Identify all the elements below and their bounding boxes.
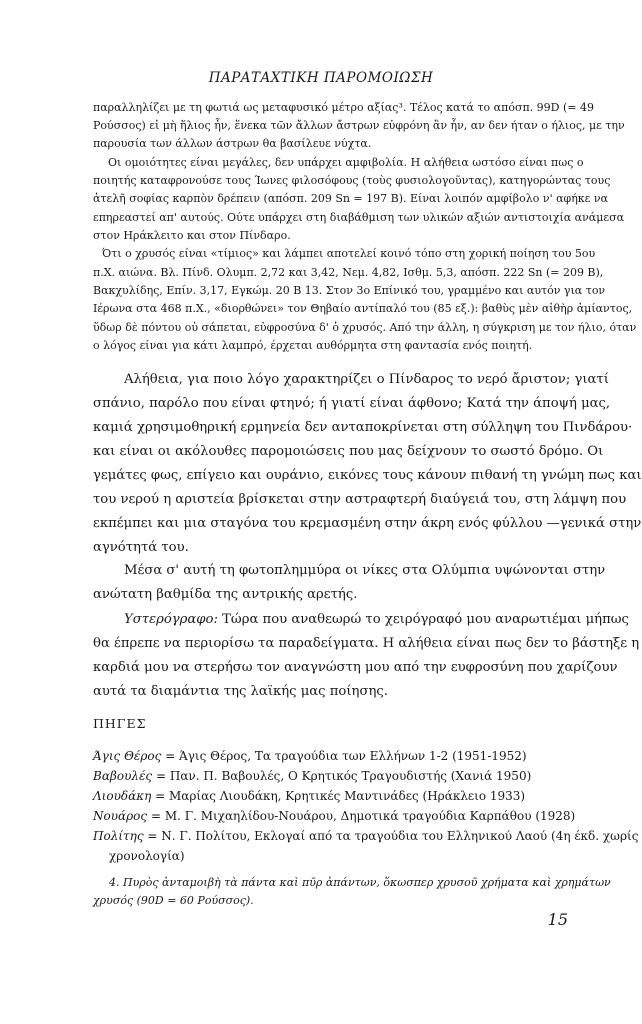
body-line: αγνότητά του.	[93, 540, 189, 555]
source-key: Άγις Θέρος	[93, 749, 162, 763]
notes-line: Ότι ο χρυσός είναι «τίμιος» και λάμπει αποτελεί κοινό τόπο στη χορική ποίηση του 5ου	[102, 247, 596, 260]
source-text: = Άγις Θέρος, Τα τραγούδια των Ελλήνων 1-2 (1951-1952)	[165, 749, 527, 763]
body-line: αυτά τα διαμάντια της λαϊκής μας ποίησης.	[93, 684, 388, 699]
notes-line: παρουσία των άλλων άστρων θα βασίλευε νύχτα.	[93, 137, 372, 150]
notes-line: π.Χ. αιώνα. Βλ. Πίνδ. Ολυμπ. 2,72 και 3,42, Νεμ. 4,82, Ισθμ. 5,3, απόσπ. 222 Sn (= 209 B),	[93, 266, 604, 279]
notes-line: Ρούσσος) εἰ μὴ ἥλιος ἦν, ἕνεκα τῶν ἄλλων ἄστρων εὐφρόνη ἂν ἦν, αν δεν ήταν ο ήλιος, με την	[93, 119, 625, 132]
body-line: καμιά χρησιμοθηρική ερμηνεία δεν ανταποκρίνεται στη σύλληψη του Πινδάρου·	[93, 420, 633, 435]
notes-line: ποιητής καταφρονούσε τους Ίωνες φιλοσόφους (τοὺς φυσιολογοῦντας), κατηγορώντας τους	[93, 174, 611, 187]
body-line: Μέσα σ' αυτή τη φωτοπλημμύρα οι νίκες στα Ολύμπια υψώνονται στην	[124, 563, 606, 578]
postscript-first-line	[124, 612, 629, 627]
body-line: Αλήθεια, για ποιο λόγο χαρακτηρίζει ο Πίνδαρος το νερό ἄριστον; γιατί	[124, 372, 609, 387]
source-key: Νουάρος	[93, 809, 148, 823]
page-number: 15	[547, 910, 568, 929]
source-continuation: χρονολογία)	[109, 849, 185, 863]
body-line: γεμάτες φως, επίγειο και ουράνιο, εικόνες τους κάνουν πιθανή τη γνώμη πως και	[93, 468, 642, 483]
notes-line: επηρεαστεί απ' αυτούς. Ούτε υπάρχει στη διαβάθμιση των υλικών αξιών αντιστοιχία ανάμεσα	[93, 211, 625, 224]
footnote-line: χρυσός (90D = 60 Ρούσσος).	[93, 894, 254, 907]
source-text: = Παν. Π. Βαβουλές, Ο Κρητικός Τραγουδιστής (Χανιά 1950)	[155, 769, 532, 783]
body-line: σπάνιο, παρόλο που είναι φτηνό; ή γιατί είναι άφθονο; Κατά την άποψή μας,	[93, 396, 611, 411]
source-key: Πολίτης	[93, 829, 144, 843]
source-entry	[93, 829, 638, 843]
source-key: Βαβουλές	[93, 769, 153, 783]
source-entry	[93, 789, 525, 803]
source-text: = Μ. Γ. Μιχαηλίδου-Νουάρου, Δημοτικά τραγούδια Καρπάθου (1928)	[150, 809, 576, 823]
notes-line: Ιέρωνα στα 468 π.Χ., «διορθώνει» τον Θηβαίο αντίπαλό του (85 εξ.): βαθὺς μὲν αἰθὴρ ἀμίαντος,	[93, 302, 633, 315]
body-line: εκπέμπει και μια σταγόνα του κρεμασμένη στην άκρη ενός φύλλου —γενικά στην	[93, 516, 642, 531]
footnote-line: 4. Πυρὸς ἀνταμοιβὴ τὰ πάντα καὶ πῦρ ἁπάντων, ὅκωσπερ χρυσοῦ χρήματα καὶ χρημάτων	[109, 876, 611, 889]
notes-line: ὕδωρ δὲ πόντου οὐ σάπεται, εὐφροσύνα δ' ὁ χρυσός. Από την άλλη, η σύγκριση με τον ήλιο, όταν	[93, 321, 637, 334]
source-text: = Ν. Γ. Πολίτου, Εκλογαί από τα τραγούδια του Ελληνικού Λαού (4η έκδ. χωρίς	[147, 829, 639, 843]
source-key: Λιουδάκη	[93, 789, 152, 803]
source-text: = Μαρίας Λιουδάκη, Κρητικές Μαντινάδες (Ηράκλειο 1933)	[155, 789, 526, 803]
notes-line: Οι ομοιότητες είναι μεγάλες, δεν υπάρχει αμφιβολία. Η αλήθεια ωστόσο είναι πως ο	[108, 156, 584, 169]
notes-line: ο λόγος είναι για κάτι λαμπρό, έρχεται αυθόρμητα στη φαντασία ενός ποιητή.	[93, 339, 533, 352]
body-line: του νερού η αριστεία βρίσκεται στην αστραφτερή διαύγειά του, στη λάμψη που	[93, 492, 627, 507]
source-entry	[93, 809, 575, 823]
notes-line: παραλληλίζει με τη φωτιά ως μεταφυσικό μέτρο αξίας³. Τέλος κατά το απόσπ. 99D (= 49	[93, 101, 594, 114]
body-line: καρδιά μου να στερήσω τον αναγνώστη μου από την ευφροσύνη που χαρίζουν	[93, 660, 618, 675]
notes-line: ἀτελῆ σοφίας καρπὸν δρέπειν (απόσπ. 209 Sn = 197 Β). Είναι λοιπόν αμφίβολο ν' αφήκε να	[93, 192, 608, 205]
body-line: θα έπρεπε να περιορίσω τα παραδείγματα. Η αλήθεια είναι πως δεν το βάστηξε η	[93, 636, 640, 651]
running-header: ΠΑΡΑΤΑΧΤΙΚΗ ΠΑΡΟΜΟΙΩΣΗ	[208, 70, 434, 86]
source-entry	[93, 749, 527, 763]
body-line: Τώρα που αναθεωρώ το χειρόγραφό μου αναρωτιέμαι μήπως	[222, 612, 629, 627]
sources-heading: ΠΗΓΕΣ	[93, 716, 147, 731]
source-entry	[93, 769, 531, 783]
notes-line: στον Ηράκλειτο και στον Πίνδαρο.	[93, 229, 291, 242]
body-line: ανώτατη βαθμίδα της αντρικής αρετής.	[93, 587, 358, 602]
postscript-label: Υστερόγραφο:	[124, 612, 218, 627]
notes-line: Βακχυλίδης, Επίν. 3,17, Εγκώμ. 20 Β 13. Στον 3ο Επίνικό του, γραμμένο και αυτόν για τον	[93, 284, 606, 297]
body-line: και είναι οι ακόλουθες παρομοιώσεις που μας δείχνουν το σωστό δρόμο. Οι	[93, 444, 604, 459]
